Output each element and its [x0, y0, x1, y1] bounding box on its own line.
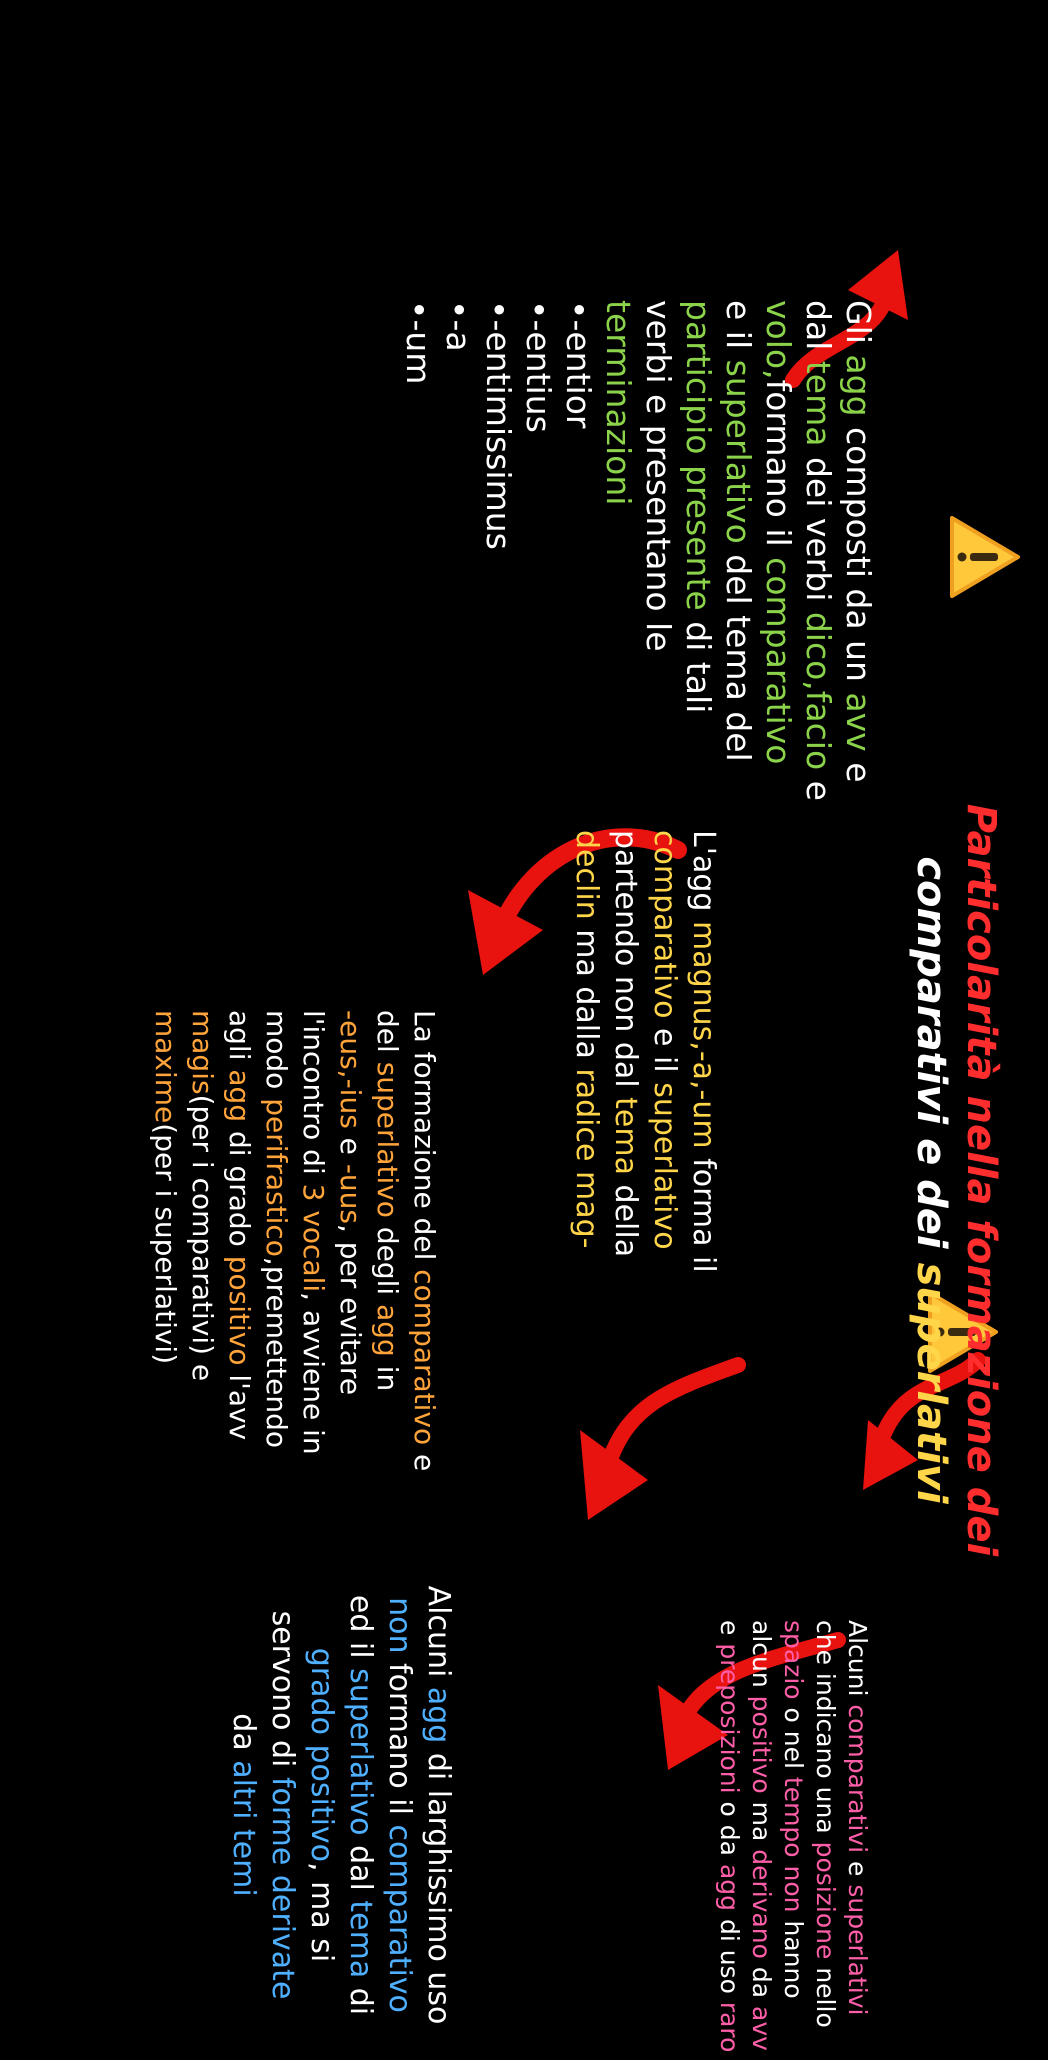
list-item: •-entior [559, 300, 598, 429]
text-line [718, 300, 758, 1020]
text-line [758, 300, 798, 1020]
text-line [332, 1010, 369, 1650]
text-run: agg [715, 1863, 744, 1911]
list-item: •-a [439, 300, 478, 352]
text-run: , per evitare [334, 1224, 367, 1396]
text-run: positivo [223, 1255, 256, 1366]
text-run: di uso [715, 1911, 744, 2002]
text-run: , avviene in [297, 1292, 330, 1455]
text-run: tema [343, 1900, 378, 1979]
text-run: (per i superlativi) [149, 1123, 182, 1365]
text-run: positivo [747, 1695, 776, 1794]
text-run: l'avv [223, 1365, 256, 1441]
text-run: e [334, 1128, 367, 1164]
text-run: forme derivate [265, 1776, 300, 2000]
text-line [147, 1010, 184, 1650]
text-line [567, 830, 606, 1530]
text-run: tema [608, 1097, 643, 1175]
text-run: radice mag- [569, 1068, 604, 1249]
text-run: non [382, 1597, 417, 1654]
text-line: terminazioni [599, 300, 638, 506]
text-line [302, 1560, 341, 2050]
text-run: Alcuni [421, 1585, 456, 1687]
list-item: •-um [399, 300, 438, 385]
text-run: tempo non [779, 1776, 808, 1913]
text-line [224, 1560, 263, 2050]
text-line: verbi e presentano le [639, 300, 678, 652]
text-line [263, 1560, 302, 2050]
list-item: •-entius [519, 300, 558, 433]
text-run: o da [715, 1793, 744, 1864]
text-run: magnus,-a,-um [686, 920, 721, 1149]
text-run: o nel [779, 1699, 808, 1777]
text-line [645, 830, 684, 1530]
page-title [906, 770, 1006, 1590]
text-run: e [839, 751, 878, 783]
note-perifrastico [147, 1010, 443, 1650]
text-run: del tema del [719, 543, 758, 762]
text-line [184, 1010, 221, 1650]
text-line [258, 1010, 295, 1650]
text-line [838, 300, 878, 1020]
text-run: che indicano una [811, 1620, 840, 1842]
text-run: e [715, 1620, 744, 1644]
text-line [841, 1620, 873, 2060]
text-line [419, 1560, 458, 2050]
text-run: comparativo [759, 557, 798, 765]
text-line [809, 1620, 841, 2060]
text-run: superlativo [371, 1061, 404, 1218]
text-line [341, 1560, 380, 2050]
text-line [798, 300, 838, 1020]
text-run: hanno [779, 1912, 808, 1999]
text-run: degli [371, 1217, 404, 1305]
text-run: superlativi [843, 1884, 872, 2016]
text-run: del [371, 1010, 404, 1062]
text-run: avv [747, 2006, 776, 2051]
text-run: dal [343, 1835, 378, 1901]
title-line-2 [906, 770, 956, 1590]
text-run: composti da un [839, 416, 878, 693]
text-run: (per i comparativi) e [186, 1094, 219, 1382]
text-run: ma dalla [569, 919, 604, 1069]
text-run: altri temi [226, 1760, 261, 1897]
text-run: La formazione del [408, 1010, 441, 1270]
warning-icon [948, 515, 1022, 599]
text-run: nello [811, 1959, 840, 2028]
text-run: e il [647, 1018, 682, 1083]
title-line-1: Particolarità nella formazione dei [958, 803, 1004, 1557]
text-run: e il [719, 300, 758, 360]
text-run: comparativo [408, 1269, 441, 1446]
note-posizione [713, 1620, 873, 2060]
text-run: comparativo [647, 830, 682, 1019]
text-run: tema [799, 360, 838, 447]
text-run: 3 vocali [297, 1183, 330, 1293]
text-run: comparativi [843, 1704, 872, 1854]
text-run: volo, [759, 300, 798, 380]
text-run: e [799, 770, 838, 801]
text-run: dico,facio [799, 611, 838, 771]
text-line [745, 1620, 777, 2060]
text-run: superlativo [647, 1082, 682, 1250]
text-run: formano il [382, 1653, 417, 1825]
text-run: modo [260, 1010, 293, 1099]
text-run: partendo non dal [608, 830, 643, 1098]
text-run: preposizioni [715, 1643, 744, 1794]
text-line [369, 1010, 406, 1650]
text-run: agg [421, 1686, 456, 1744]
text-run: da [747, 1958, 776, 2007]
text-run: agg [223, 1069, 256, 1123]
text-run: dal [799, 300, 838, 361]
text-run: perifrastico [260, 1098, 293, 1257]
text-line [777, 1620, 809, 2060]
text-run: avv [839, 692, 878, 752]
text-run: Gli [839, 300, 878, 355]
text-line [221, 1010, 258, 1650]
text-run: in [371, 1356, 404, 1392]
text-run: derivano [747, 1849, 776, 1959]
text-line [406, 1010, 443, 1650]
text-run: magis [186, 1010, 219, 1095]
text-run: agli [223, 1010, 256, 1070]
text-line [380, 1560, 419, 2050]
text-run: agg [371, 1304, 404, 1357]
text-run: maxime [149, 1010, 182, 1124]
text-run: superlativo [719, 359, 758, 544]
text-line [684, 830, 723, 1530]
list-item: •-entimissimus [479, 300, 518, 550]
text-run: e [843, 1853, 872, 1885]
text-line [295, 1010, 332, 1650]
text-run: e [408, 1445, 441, 1472]
text-run: ma [747, 1793, 776, 1850]
text-run: ed il [343, 1594, 378, 1669]
text-run: superlativo [343, 1668, 378, 1836]
text-run: dei verbi [799, 446, 838, 612]
text-run: Alcuni [843, 1620, 872, 1705]
text-run: da [226, 1713, 261, 1761]
text-run: grado positivo [304, 1647, 339, 1863]
text-run: di larghissimo uso [421, 1743, 456, 2025]
text-run: spazio [779, 1620, 808, 1700]
text-run: participio presente [679, 300, 718, 611]
note-forme-derivate [224, 1560, 458, 2050]
text-run: agg [839, 354, 878, 417]
text-run: di [343, 1978, 378, 2016]
text-run: raro [715, 2001, 744, 2053]
text-run: della [608, 1174, 643, 1258]
title-line-2-highlight: superlativi [908, 1262, 954, 1504]
text-run: alcun [747, 1620, 776, 1696]
text-run: posizione [811, 1841, 840, 1960]
text-run: -eus,-ius [334, 1010, 367, 1129]
text-run: declin [569, 830, 604, 920]
text-line [606, 830, 645, 1530]
text-run: di tali [679, 610, 718, 714]
text-run: comparativo [382, 1824, 417, 2013]
text-run: -uus [334, 1163, 367, 1224]
text-run: forma il [686, 1148, 721, 1273]
text-run: L'agg [686, 830, 721, 921]
text-line [713, 1620, 745, 2060]
text-run: , ma si [304, 1862, 339, 1963]
text-run: l'incontro di [297, 1010, 330, 1184]
text-run: di grado [223, 1122, 256, 1256]
title-line-2-text: comparativi e dei [908, 856, 954, 1263]
note-magnus [567, 830, 723, 1530]
text-run: ,premettendo [260, 1256, 293, 1449]
text-run: formano il [759, 379, 798, 558]
text-run: servono di [265, 1610, 300, 1777]
